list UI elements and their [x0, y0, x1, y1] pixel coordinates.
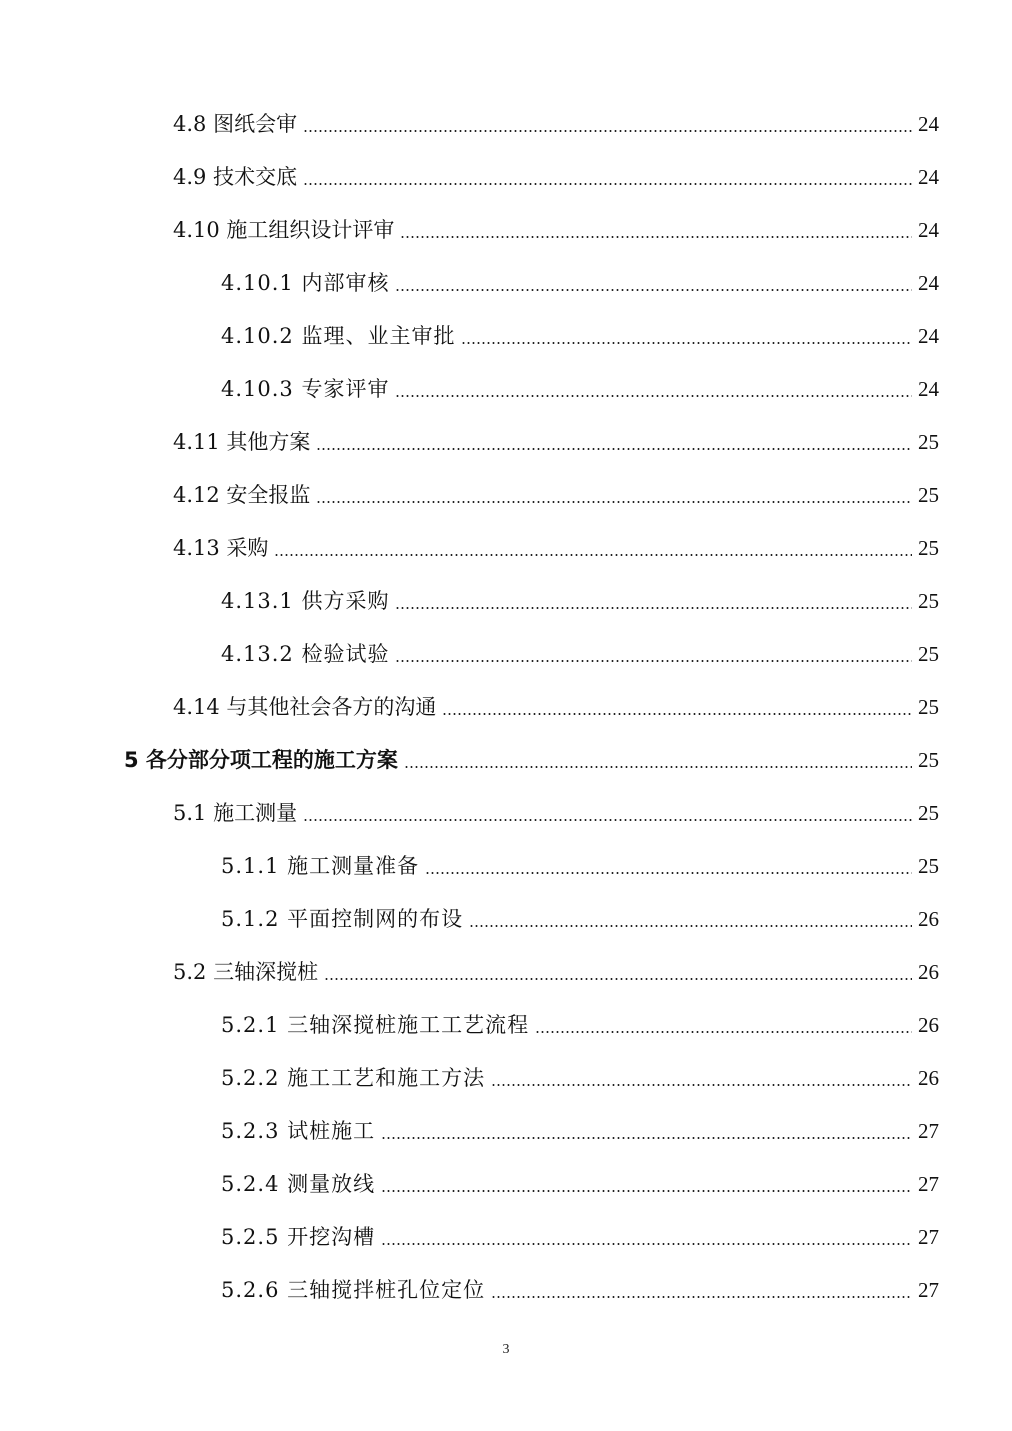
toc-entry-title: 5.2.4 测量放线: [221, 1172, 376, 1196]
toc-entry-page: 27: [918, 1172, 939, 1196]
toc-entry[interactable]: [0, 151, 1012, 204]
toc-entry-title: 4.14 与其他社会各方的沟通: [173, 695, 437, 719]
toc-entry[interactable]: [0, 522, 1012, 575]
toc-entry-title: 5 各分部分项工程的施工方案: [124, 748, 398, 772]
toc-subentry[interactable]: [0, 1052, 1012, 1105]
toc-dot-leader: [324, 978, 912, 980]
toc-entry-title: 5.2.1 三轴深搅桩施工工艺流程: [221, 1013, 530, 1037]
toc-entry-page: 26: [918, 1013, 939, 1037]
toc-entry-title: 4.10.1 内部审核: [221, 271, 390, 295]
toc-dot-leader: [274, 554, 912, 556]
toc-entry-page: 25: [918, 695, 939, 719]
toc-entry-page: 27: [918, 1225, 939, 1249]
table-of-contents: [0, 98, 1012, 1317]
toc-entry-page: 27: [918, 1119, 939, 1143]
toc-entry-page: 24: [918, 377, 939, 401]
toc-entry[interactable]: [0, 204, 1012, 257]
toc-entry-page: 24: [918, 218, 939, 242]
toc-subentry[interactable]: [0, 1158, 1012, 1211]
toc-subentry[interactable]: [0, 628, 1012, 681]
toc-dot-leader: [381, 1190, 912, 1192]
toc-entry-page: 26: [918, 907, 939, 931]
toc-entry[interactable]: [0, 946, 1012, 999]
toc-subentry[interactable]: [0, 893, 1012, 946]
toc-entry-title: 5.2 三轴深搅桩: [173, 960, 319, 984]
toc-entry-page: 24: [918, 271, 939, 295]
toc-dot-leader: [425, 872, 912, 874]
toc-dot-leader: [316, 448, 912, 450]
toc-entry-title: 4.13.1 供方采购: [221, 589, 390, 613]
toc-entry[interactable]: [0, 469, 1012, 522]
toc-dot-leader: [395, 660, 912, 662]
toc-entry-title: 5.2.6 三轴搅拌桩孔位定位: [221, 1278, 486, 1302]
toc-entry-title: 4.12 安全报监: [173, 483, 311, 507]
toc-entry-title: 5.1.1 施工测量准备: [221, 854, 420, 878]
toc-entry-page: 24: [918, 324, 939, 348]
toc-entry-title: 4.8 图纸会审: [173, 112, 298, 136]
toc-entry-page: 25: [918, 430, 939, 454]
toc-entry[interactable]: [0, 98, 1012, 151]
toc-subentry[interactable]: [0, 257, 1012, 310]
toc-entry[interactable]: [0, 787, 1012, 840]
toc-entry-page: 24: [918, 112, 939, 136]
toc-dot-leader: [535, 1031, 912, 1033]
toc-dot-leader: [404, 766, 912, 768]
toc-dot-leader: [303, 130, 912, 132]
toc-dot-leader: [303, 183, 912, 185]
toc-subentry[interactable]: [0, 999, 1012, 1052]
toc-dot-leader: [316, 501, 912, 503]
toc-entry[interactable]: [0, 681, 1012, 734]
toc-dot-leader: [395, 289, 912, 291]
toc-entry-page: 25: [918, 483, 939, 507]
toc-entry-title: 5.2.5 开挖沟槽: [221, 1225, 376, 1249]
toc-dot-leader: [400, 236, 912, 238]
toc-chapter[interactable]: [0, 734, 1012, 787]
toc-dot-leader: [381, 1243, 912, 1245]
toc-dot-leader: [469, 925, 912, 927]
toc-subentry[interactable]: [0, 1211, 1012, 1264]
toc-entry-title: 4.10.3 专家评审: [221, 377, 390, 401]
toc-entry-page: 24: [918, 165, 939, 189]
toc-entry-page: 25: [918, 536, 939, 560]
toc-entry-title: 5.1 施工测量: [173, 801, 298, 825]
toc-dot-leader: [381, 1137, 912, 1139]
toc-entry-page: 25: [918, 801, 939, 825]
toc-entry-title: 5.2.3 试桩施工: [221, 1119, 376, 1143]
toc-dot-leader: [442, 713, 912, 715]
toc-entry-page: 25: [918, 642, 939, 666]
toc-subentry[interactable]: [0, 363, 1012, 416]
toc-dot-leader: [461, 342, 912, 344]
toc-subentry[interactable]: [0, 575, 1012, 628]
toc-entry-title: 4.10.2 监理、业主审批: [221, 324, 456, 348]
toc-dot-leader: [491, 1296, 912, 1298]
toc-dot-leader: [395, 607, 912, 609]
toc-entry-title: 4.10 施工组织设计评审: [173, 218, 395, 242]
toc-entry-title: 4.9 技术交底: [173, 165, 298, 189]
toc-dot-leader: [395, 395, 912, 397]
toc-entry-page: 27: [918, 1278, 939, 1302]
toc-subentry[interactable]: [0, 1264, 1012, 1317]
toc-entry-title: 5.2.2 施工工艺和施工方法: [221, 1066, 486, 1090]
toc-entry-title: 4.13 采购: [173, 536, 269, 560]
toc-entry-title: 4.11 其他方案: [173, 430, 311, 454]
toc-entry-page: 26: [918, 960, 939, 984]
toc-entry[interactable]: [0, 416, 1012, 469]
toc-dot-leader: [303, 819, 912, 821]
toc-entry-title: 5.1.2 平面控制网的布设: [221, 907, 464, 931]
toc-entry-title: 4.13.2 检验试验: [221, 642, 390, 666]
page-number: 3: [502, 1342, 510, 1357]
toc-subentry[interactable]: [0, 310, 1012, 363]
toc-subentry[interactable]: [0, 1105, 1012, 1158]
toc-subentry[interactable]: [0, 840, 1012, 893]
toc-entry-page: 25: [918, 748, 939, 772]
toc-entry-page: 25: [918, 589, 939, 613]
toc-entry-page: 25: [918, 854, 939, 878]
toc-dot-leader: [491, 1084, 912, 1086]
toc-entry-page: 26: [918, 1066, 939, 1090]
